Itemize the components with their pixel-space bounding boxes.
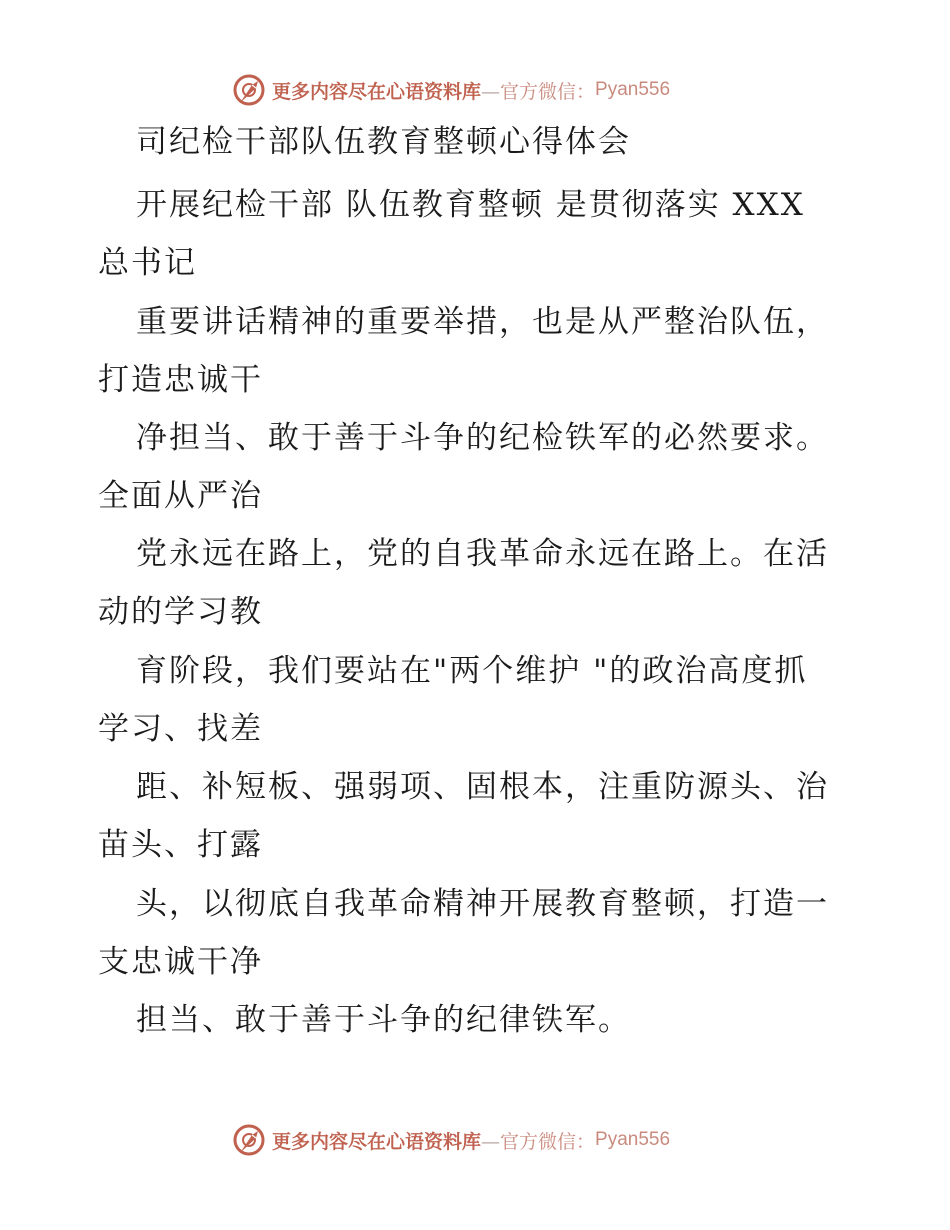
body-line: 党永远在路上，党的自我革命永远在路上。在活 bbox=[136, 536, 829, 572]
banner-wechat-id: Pyan556 bbox=[595, 79, 671, 100]
banner-official-label: 官方微信： bbox=[500, 1130, 596, 1153]
banner-dash: — bbox=[481, 80, 501, 103]
body-line: 学习、找差 bbox=[98, 711, 263, 747]
body-line: 担当、敢于善于斗争的纪律铁军。 bbox=[136, 1002, 631, 1038]
pen-logo-icon bbox=[232, 1123, 266, 1157]
banner-official-label: 官方微信： bbox=[500, 80, 596, 103]
banner-dash: — bbox=[481, 1130, 501, 1153]
pen-logo-icon bbox=[232, 73, 266, 107]
body-line: 打造忠诚干 bbox=[98, 362, 263, 398]
body-line: 头，以彻底自我革命精神开展教育整顿，打造一 bbox=[136, 886, 829, 922]
footer-banner bbox=[232, 1120, 670, 1160]
body-line: 净担当、敢于善于斗争的纪检铁军的必然要求。 bbox=[136, 420, 829, 456]
body-line: 支忠诚干净 bbox=[98, 944, 263, 980]
body-line: 全面从严治 bbox=[98, 478, 263, 514]
body-line: 重要讲话精神的重要举措，也是从严整治队伍， bbox=[136, 304, 829, 340]
document-title: 司纪检干部队伍教育整顿心得体会 bbox=[136, 124, 631, 160]
banner-wechat-id: Pyan556 bbox=[595, 1129, 671, 1150]
banner-site-text: 更多内容尽在心语资料库 bbox=[272, 80, 482, 103]
body-line: 育阶段，我们要站在"两个维护 "的政治高度抓 bbox=[136, 653, 808, 689]
body-line: 总书记 bbox=[98, 245, 197, 281]
body-line: 开展纪检干部 队伍教育整顿 是贯彻落实 XXX bbox=[136, 187, 805, 223]
header-banner bbox=[232, 70, 670, 110]
body-line: 距、补短板、强弱项、固根本，注重防源头、治 bbox=[136, 769, 829, 805]
body-line: 苗头、打露 bbox=[98, 827, 263, 863]
banner-site-text: 更多内容尽在心语资料库 bbox=[272, 1130, 482, 1153]
body-line: 动的学习教 bbox=[98, 594, 263, 630]
